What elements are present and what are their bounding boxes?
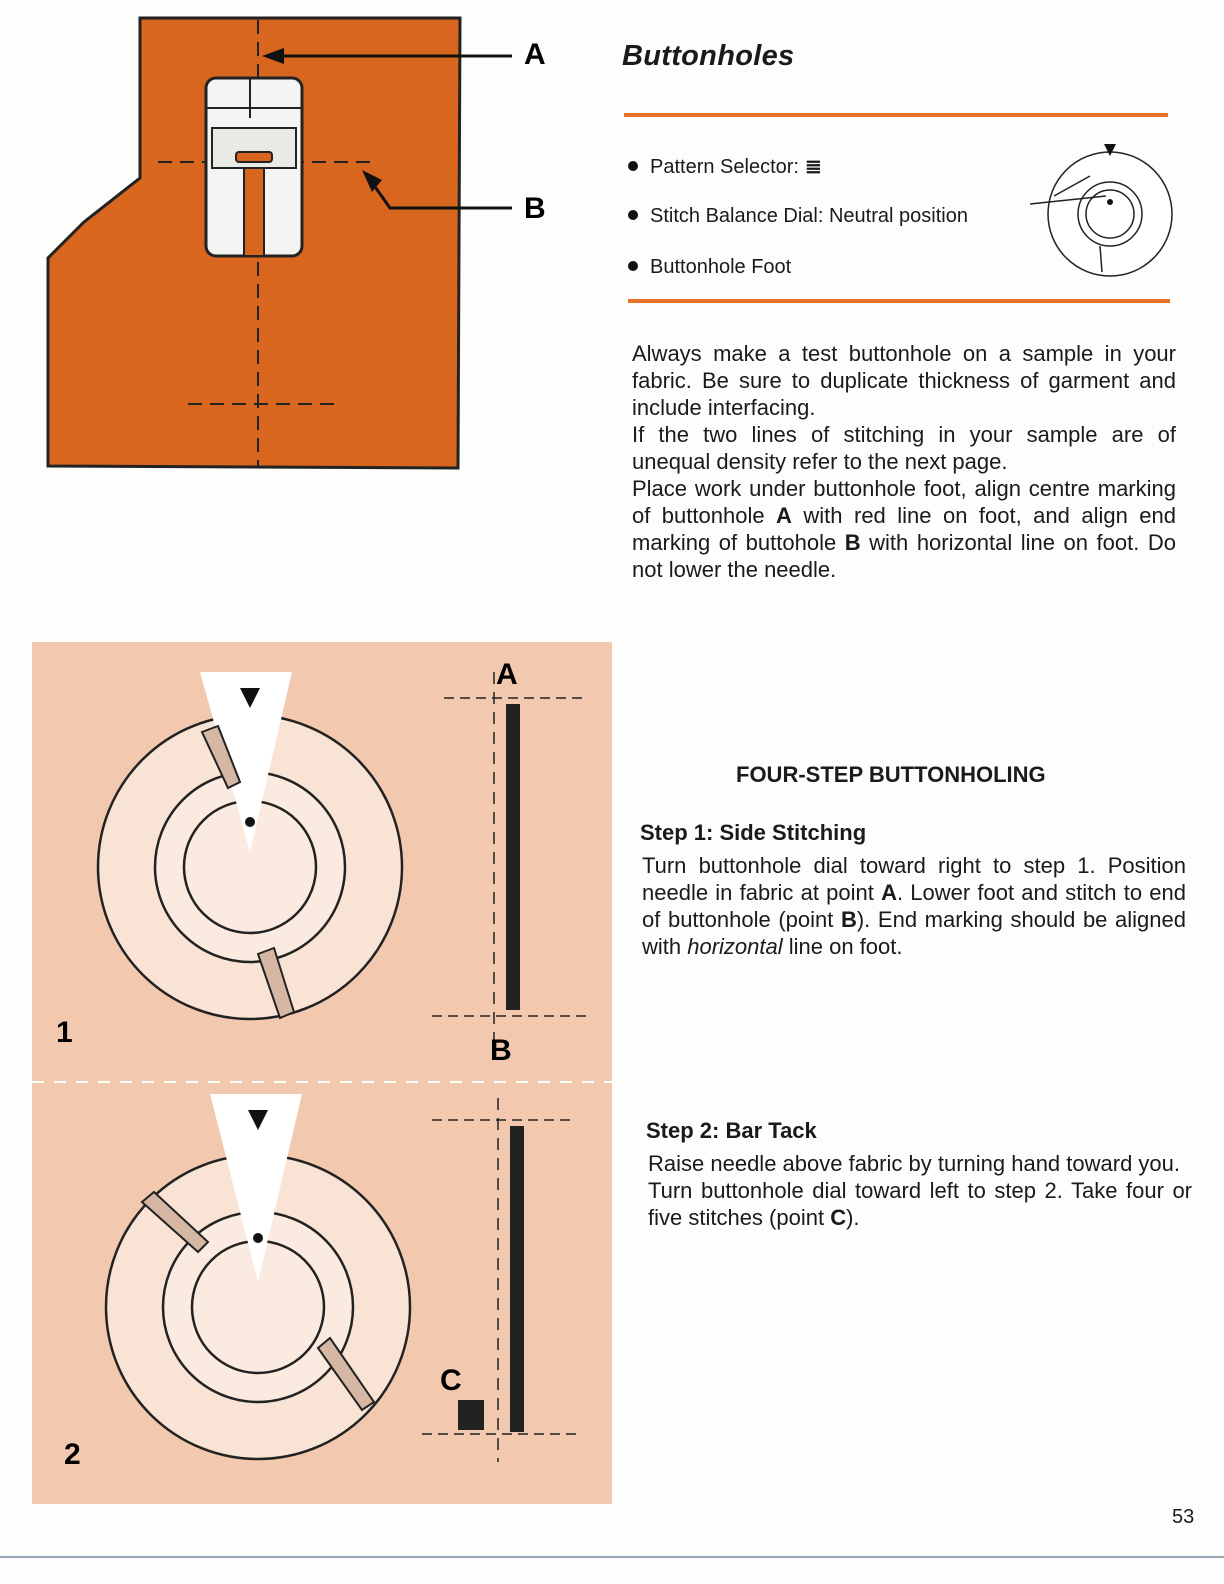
- stitch-column-step2: [422, 1098, 582, 1462]
- buttonhole-dial-illustration: [32, 642, 612, 1504]
- label-b: B: [524, 192, 546, 225]
- step2-heading: Step 2: Bar Tack: [646, 1118, 817, 1143]
- setting-buttonhole-foot: [628, 256, 791, 279]
- buttonhole-dial-step1: [98, 672, 402, 1019]
- page-edge-line: [0, 1556, 1224, 1558]
- label-b: B: [490, 1034, 512, 1067]
- bullet-dot: [628, 261, 638, 271]
- step1-text: Turn buttonhole dial toward right to step 1. Position needle in fabric at point A. Lower foot and stitch to end of buttonhole (point B). End marking should be aligned with horizontal line on foot.: [642, 853, 1186, 959]
- intro-paragraph: Always make a test buttonhole on a sample in your fabric. Be sure to duplicate thickness of garment and include interfacing.: [632, 341, 1176, 420]
- section-title: FOUR-STEP BUTTONHOLING: [736, 762, 1046, 787]
- divider-bottom: [628, 299, 1170, 303]
- intro-text: [632, 340, 1176, 583]
- bullet-dot: [628, 210, 638, 220]
- setting-pattern-selector: [628, 154, 820, 179]
- stitch-balance-dial-icon: [1030, 136, 1180, 286]
- intro-paragraph: If the two lines of stitching in your sample are of unequal density refer to the next page.: [632, 422, 1176, 474]
- step2-text: Raise needle above fabric by turning hand toward you. Turn buttonhole dial toward left to step 2. Take four or five stitches (point C).: [648, 1151, 1192, 1230]
- label-a: A: [496, 658, 518, 691]
- fabric-foot-illustration: [40, 8, 580, 478]
- buttonhole-dial-step2: [106, 1094, 410, 1459]
- page-title: Buttonholes: [622, 40, 795, 72]
- setting-label: Pattern Selector:: [650, 156, 799, 178]
- zigzag-pattern-icon: ≣: [804, 156, 820, 178]
- setting-label: Buttonhole Foot: [650, 256, 792, 278]
- figure-number-2: 2: [64, 1438, 81, 1471]
- setting-value: Neutral position: [828, 205, 968, 227]
- page-number: 53: [1172, 1506, 1195, 1528]
- step1-heading: Step 1: Side Stitching: [640, 820, 867, 845]
- stitch-column-step1: [432, 672, 592, 1042]
- setting-label: Stitch Balance Dial:: [650, 205, 824, 227]
- figure-number-1: 1: [56, 1016, 73, 1049]
- buttonhole-foot: [206, 78, 302, 256]
- divider-top: [624, 113, 1168, 117]
- label-a: A: [524, 38, 546, 71]
- bullet-dot: [628, 161, 638, 171]
- label-c: C: [440, 1364, 462, 1397]
- intro-paragraph: Place work under buttonhole foot, align centre marking of buttonhole A with red line on foot, and align end marking of buttohole B with horizontal line on foot. Do not lower the needle.: [632, 476, 1176, 582]
- setting-stitch-balance: [628, 205, 968, 228]
